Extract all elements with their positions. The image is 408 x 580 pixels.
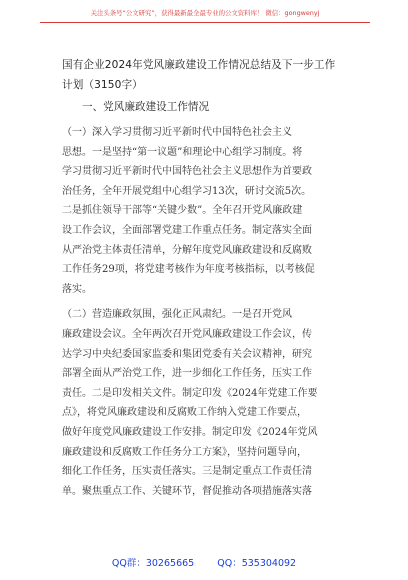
body-line: 落实。 [62, 283, 92, 295]
body-line: 细化工作任务，压实责任落实。三是制定重点工作责任清 [62, 466, 312, 478]
title-line: 国有企业2024年党风廉政建设工作情况总结及下一步工作 [62, 59, 336, 71]
body-line: 廉政建设和反腐败工作任务分工方案》，坚持问题导向， [62, 446, 307, 458]
footer-qq: QQ：535304092 [217, 558, 297, 569]
body-line: 思想。一是坚持“第一议题”和理论中心组学习制度。将 [62, 146, 303, 158]
body-line: 工作任务29项，将党建考核作为年度考核指标，以考核促 [62, 264, 315, 276]
body-line: 责任。二是印发相关文件。制定印发《2024年党建工作要 [62, 387, 318, 399]
body-line: 部署全面从严治党工作，进一步细化工作任务，压实工作 [62, 368, 312, 380]
body-line: （二）营造廉政氛围，强化正风肃纪。一是召开党风 [62, 309, 292, 321]
header-banner: 关注头条号“公文研究”，获得最新最全最专业的公文资料库！ 微信：gongwenyj [40, 8, 370, 23]
document-title [62, 55, 362, 95]
footer-qq-group: QQ群：30265665 [111, 558, 195, 569]
footer-contact [0, 555, 408, 569]
section-heading: 一、党风廉政建设工作情况 [82, 101, 210, 113]
body-line: 廉政建设会议。全年两次召开党风廉政建设工作会议，传 [62, 328, 312, 340]
body-line: 做好年度党风廉政建设工作安排。制定印发《2024年党风 [62, 426, 318, 438]
document-body [62, 123, 352, 501]
body-line: 达学习中央纪委国家监委和集团党委有关会议精神，研究 [62, 348, 312, 360]
body-line: （一）深入学习贯彻习近平新时代中国特色社会主义 [62, 127, 292, 138]
body-line: 点》，将党风廉政建设和反腐败工作纳入党建工作要点， [62, 407, 307, 419]
body-line: 治任务，全年开展党组中心组学习13次，研讨交流5次。 [62, 185, 312, 197]
title-line: 计划（3150字） [62, 79, 143, 91]
body-line: 二是抓住领导干部等“关键少数”。全年召开党风廉政建 [62, 205, 303, 217]
body-line: 从严治党主体责任清单，分解年度党风廉政建设和反腐败 [62, 244, 312, 256]
body-line: 设工作会议，全面部署党建工作重点任务。制定落实全面 [62, 224, 312, 236]
body-line: 单。聚焦重点工作、关键环节，督促推动各项措施落实落 [62, 485, 312, 497]
body-line: 学习贯彻习近平新时代中国特色社会主义思想作为首要政 [62, 166, 312, 178]
